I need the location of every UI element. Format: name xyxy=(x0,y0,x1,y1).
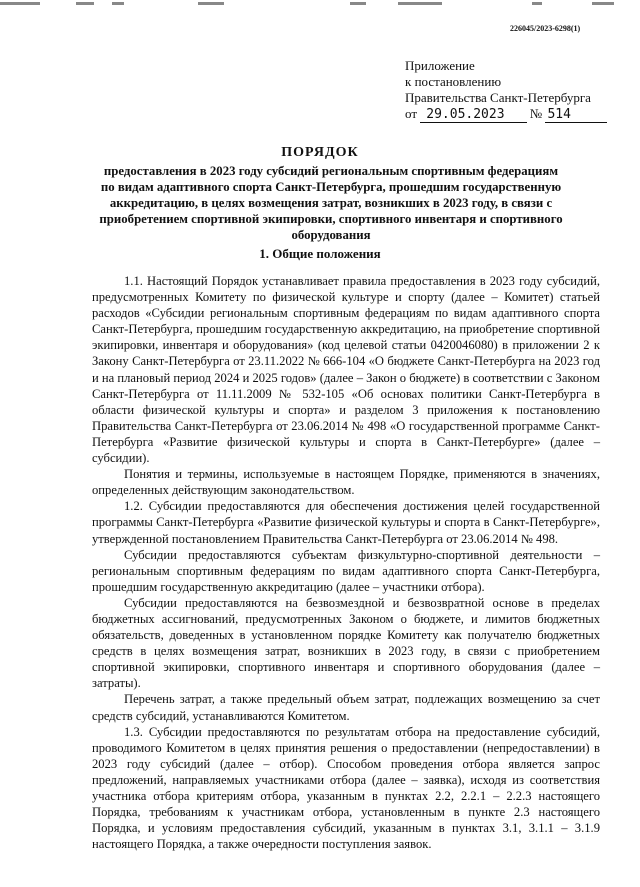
resolution-date: 29.05.2023 xyxy=(420,107,526,123)
appendix-block xyxy=(405,58,607,123)
appendix-line-3: Правительства Санкт-Петербурга xyxy=(405,90,591,105)
paragraph: 1.2. Субсидии предоставляются для обеспечения достижения целей государственной программы Санкт-Петербурга «Развитие физической культуры и спорта в Санкт-Петербурге», утвержденной постановлением Правительства Санкт-Петербурга от 23.06.2014 № 498. xyxy=(92,499,600,546)
paragraph: Перечень затрат, а также предельный объем затрат, подлежащих возмещению за счет средств субсидий, устанавливаются Комитетом. xyxy=(92,692,600,723)
resolution-number: 514 xyxy=(545,107,606,123)
number-label: № xyxy=(529,106,543,121)
paragraph: 1.3. Субсидии предоставляются по результатам отбора на предоставление субсидий, проводимого Комитетом в целях принятия решения о предоставлении (непредоставлении) в 2023 году субсидий (далее – отбор). Способом проведения отбора является запрос предложений, направляемых участниками отбора (далее – заявка), исходя из соответствия участника отбора критериям отбора, указанным в пунктах 2.2, 2.2.1 – 2.2.3 настоящего Порядка, требованиям к участникам отбора, установленным в пункте 2.3 настоящего Порядка, и условиям предоставления субсидий, указанным в пунктах 3.1, 3.1.1 – 3.1.9 настоящего Порядка, а также очередности поступления заявок. xyxy=(92,724,600,852)
document-id: 226045/2023-6298(1) xyxy=(510,24,581,33)
appendix-line-2: к постановлению xyxy=(405,74,502,89)
paragraph: 1.1. Настоящий Порядок устанавливает правила предоставления в 2023 году субсидий, предусмотренных Комитету по физической культуре и спорту (далее – Комитет) статьей расходов «Субсидии региональным спортивным федерациям по видам адаптивного спорта Санкт-Петербурга, прошедшим государственную аккредитацию, на приобретение спортивной экипировки, инвентаря и оборудования» (код целевой статьи 0420046080) в приложении 2 к Закону Санкт-Петербурга от 23.11.2022 № 666-104 «О бюджете Санкт-Петербурга на 2023 год и на плановый период 2024 и 2025 годов» (далее – Закон о бюджете) в соответствии с Законом Санкт-Петербурга от 11.11.2009 № 532-105 «Об основах политики Санкт-Петербурга в области физической культуры и спорта» и разделом 3 приложения к постановлению Правительства Санкт-Петербурга от 23.06.2014 № 498 «О государственной программе Санкт-Петербурга «Развитие физической культуры и спорта в Санкт-Петербурге» (далее – субсидии). xyxy=(92,274,600,466)
document-subtitle: предоставления в 2023 году субсидий региональным спортивным федерациям по видам адаптивного спорта Санкт-Петербурга, прошедшим государственную аккредитацию, в целях возмещения затрат, возникших в 2023 году, в связи с приобретением спортивной экипировки, спортивного инвентаря и спортивного оборудования xyxy=(99,164,563,242)
appendix-date-line xyxy=(405,106,607,123)
paragraph: Понятия и термины, используемые в настоящем Порядке, применяются в значениях, определенных действующим законодательством. xyxy=(92,467,600,498)
paragraph: Субсидии предоставляются на безвозмездной и безвозвратной основе в пределах бюджетных ассигнований, предусмотренных Законом о бюджете, и лимитов бюджетных обязательств, доведенных в установленном порядке Комитету как получателю бюджетных средств в целях возмещения затрат, возникших в 2023 году, в связи с приобретением спортивной экипировки, спортивного инвентаря и спортивного оборудования (далее – затраты). xyxy=(92,595,600,691)
document-title: ПОРЯДОК xyxy=(281,145,359,160)
section-heading: 1. Общие положения xyxy=(259,246,381,261)
paragraph: Субсидии предоставляются субъектам физкультурно-спортивной деятельности – региональным спортивным федерациям по видам адаптивного спорта Санкт-Петербурга, прошедшим государственную аккредитацию (далее – участники отбора). xyxy=(92,547,600,594)
from-label: от xyxy=(405,106,418,121)
document-body xyxy=(92,273,600,852)
scan-artifacts xyxy=(0,0,640,12)
appendix-line-1: Приложение xyxy=(405,58,475,73)
